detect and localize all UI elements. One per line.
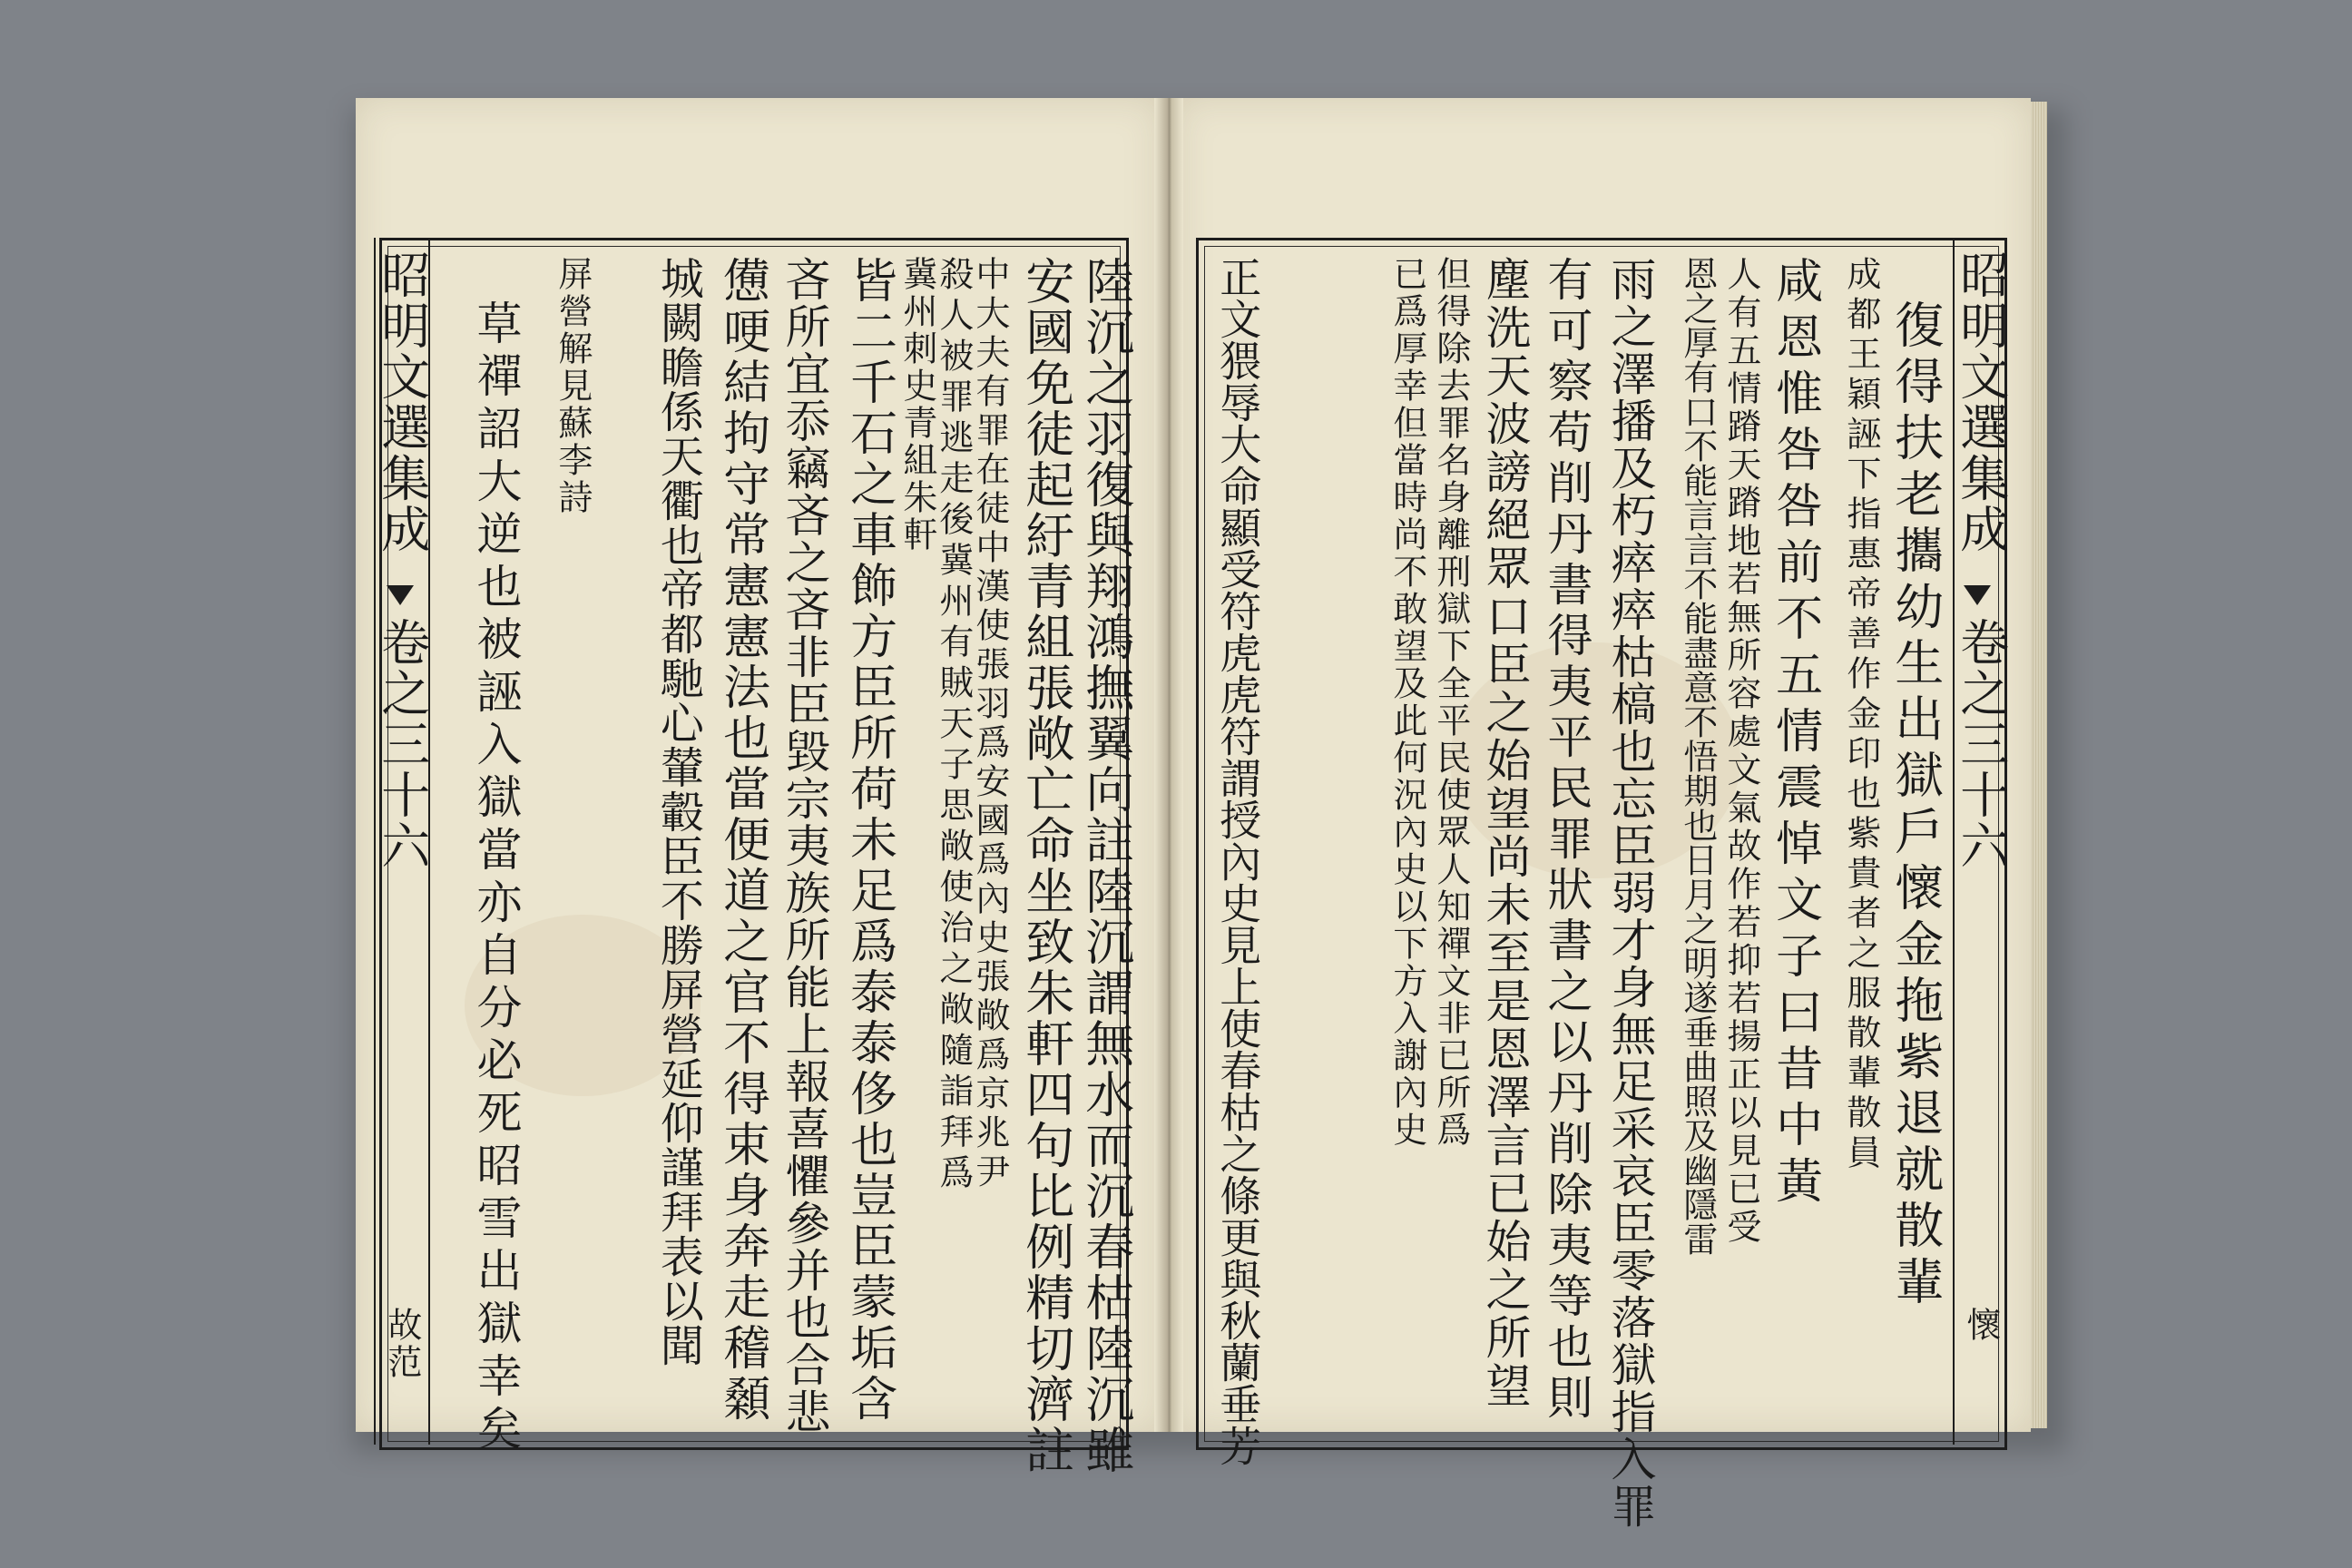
right-text-column-6: 雨之澤播及朽瘁瘁枯槁也忘臣弱才身無足采哀臣零落獄指入罪 — [1603, 256, 1657, 1530]
right-text-column-4: 人有五情蹐天蹐地若無所容處文氣故作若抑若揚正以見已受 — [1720, 256, 1761, 1247]
left-banner-title: 昭明文選集成 — [373, 250, 431, 554]
left-margin-note: 故范 — [381, 1307, 422, 1381]
left-banner-volume: 卷之三十六 — [373, 617, 431, 871]
right-banner-title: 昭明文選集成 — [1952, 250, 2010, 554]
left-text-column-6: 皆二千石之車飾方臣所荷未足爲泰泰侈也豈臣蒙垢含 — [841, 256, 897, 1425]
left-text-column-2: 安國免徒起紆青組張敞亡命坐致朱軒四句比例精切濟註 — [1017, 256, 1075, 1475]
left-text-column-8: 憊哽結拘守常憲憲法也當便道之官不得束身奔走稽顙 — [714, 256, 769, 1425]
right-text-column-10: 已爲厚幸但當時尚不敢望及此何況內史以下方入謝內史 — [1387, 256, 1427, 1149]
right-text-column-11: 正文猥辱大命顯受符虎虎符謂授內史見上使春枯之條更與秋蘭垂芳 — [1213, 256, 1263, 1466]
left-text-column-11: 草禪詔大逆也被誣入獄當亦自分必死昭雪出獄幸矣 — [469, 299, 523, 1457]
right-text-frame — [1196, 238, 2010, 1450]
left-text-column-5: 冀州刺史青組朱軒 — [897, 256, 937, 554]
left-text-column-9: 城闕瞻係天衢也帝都馳心輦轂臣不勝屏營延仰謹拜表以聞 — [652, 256, 704, 1367]
left-text-column-7: 吝所宜忝竊吝之吝非臣毀宗夷族所能上報喜懼參并也合悲 — [778, 256, 831, 1436]
left-text-column-1: 陸沉之羽復與翔鴻撫翼向註陸沉謂無水而沉春枯陸沉雖 — [1077, 256, 1135, 1475]
left-text-column-10: 屏營解見蘇李詩 — [552, 256, 593, 516]
left-text-column-3: 中大夫有罪在徒中漢使張羽爲安國爲內史張敞爲京兆尹 — [969, 256, 1010, 1192]
right-banner-volume: 卷之三十六 — [1952, 617, 2010, 871]
book-gutter — [1154, 98, 1183, 1432]
left-text-column-4: 殺人被罪逃走後冀州有賊天子思敞使治之敞隨詣拜爲 — [933, 256, 974, 1195]
right-text-column-2: 成都王穎誣下指惠帝善作金印也紫貴者之服散輩散員 — [1840, 256, 1881, 1174]
right-text-column-1: 復得扶老攜幼生出獄戶懷金拖紫退就散輩 — [1886, 299, 1945, 1312]
right-text-column-8: 塵洗天波謗絕眾口臣之始望尚未至是恩澤言已始之所望 — [1478, 256, 1532, 1410]
right-text-column-9: 但得除去罪名身離刑獄下全平民使眾人知禪文非已所爲 — [1430, 256, 1471, 1149]
right-text-column-5: 恩之厚有口不能言言不能盡意不悟期也日月之明遂垂曲照及幽隱雷 — [1677, 256, 1718, 1256]
right-text-column-7: 有可察苟削丹書得夷平民罪狀書之以丹削除夷等也則 — [1540, 256, 1593, 1425]
right-margin-note: 懷 — [1960, 1307, 2001, 1344]
right-text-column-3: 咸恩惟咎咎前不五情震悼文子曰昔中黃 — [1767, 256, 1822, 1212]
